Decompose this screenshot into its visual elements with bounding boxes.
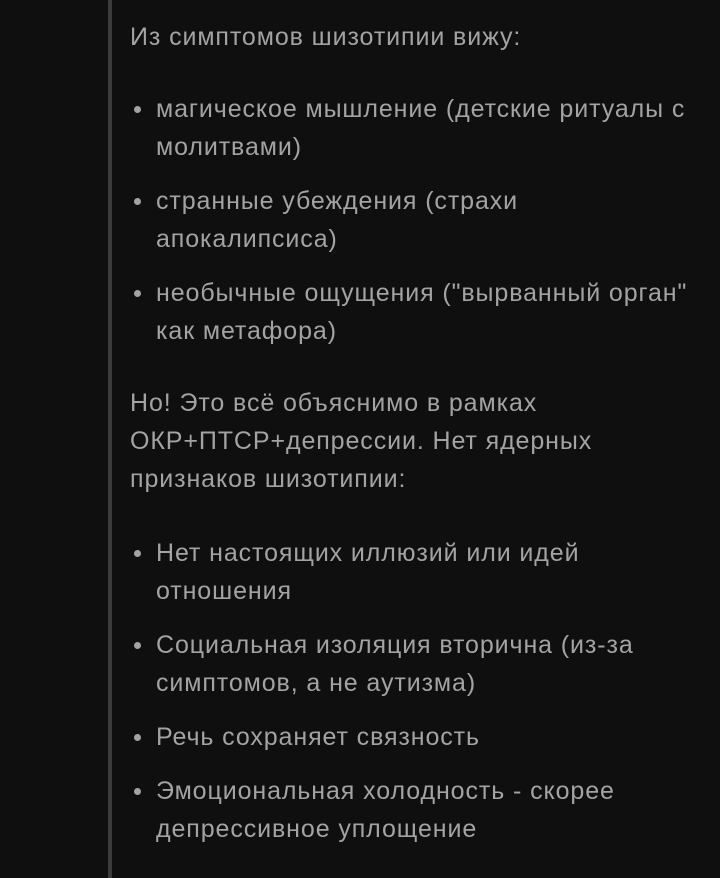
list-item-text: Социальная изоляция вторична (из-за симптомов, а не аутизма) [156, 631, 634, 697]
list-item-text: Эмоциональная холодность - скорее депрессивное уплощение [156, 777, 615, 843]
list-item [130, 274, 700, 350]
bullet-icon [134, 642, 141, 649]
list-item [130, 182, 700, 258]
list-item-text: Нет настоящих иллюзий или идей отношения [156, 539, 580, 605]
bullet-icon [134, 290, 141, 297]
list-item [130, 90, 700, 166]
message-content [130, 18, 700, 848]
list-item-text: Речь сохраняет связность [156, 723, 480, 751]
counter-paragraph: Но! Это всё объяснимо в рамках ОКР+ПТСР+депрессии. Нет ядерных признаков шизотипии: [130, 389, 593, 493]
bullet-icon [134, 734, 141, 741]
blockquote-bar [108, 0, 112, 878]
list-item-text: странные убеждения (страхи апокалипсиса) [156, 187, 519, 253]
bullet-icon [134, 550, 141, 557]
list-item-text: магическое мышление (детские ритуалы с молитвами) [156, 95, 686, 161]
bullet-icon [134, 106, 141, 113]
bullet-icon [134, 198, 141, 205]
symptoms-list [130, 90, 700, 350]
bullet-icon [134, 788, 141, 795]
intro-paragraph: Из симптомов шизотипии вижу: [130, 23, 522, 51]
list-item [130, 534, 700, 610]
missing-signs-list [130, 534, 700, 848]
list-item [130, 718, 700, 756]
list-item [130, 626, 700, 702]
list-item [130, 772, 700, 848]
list-item-text: необычные ощущения ("вырванный орган" как метафора) [156, 279, 688, 345]
